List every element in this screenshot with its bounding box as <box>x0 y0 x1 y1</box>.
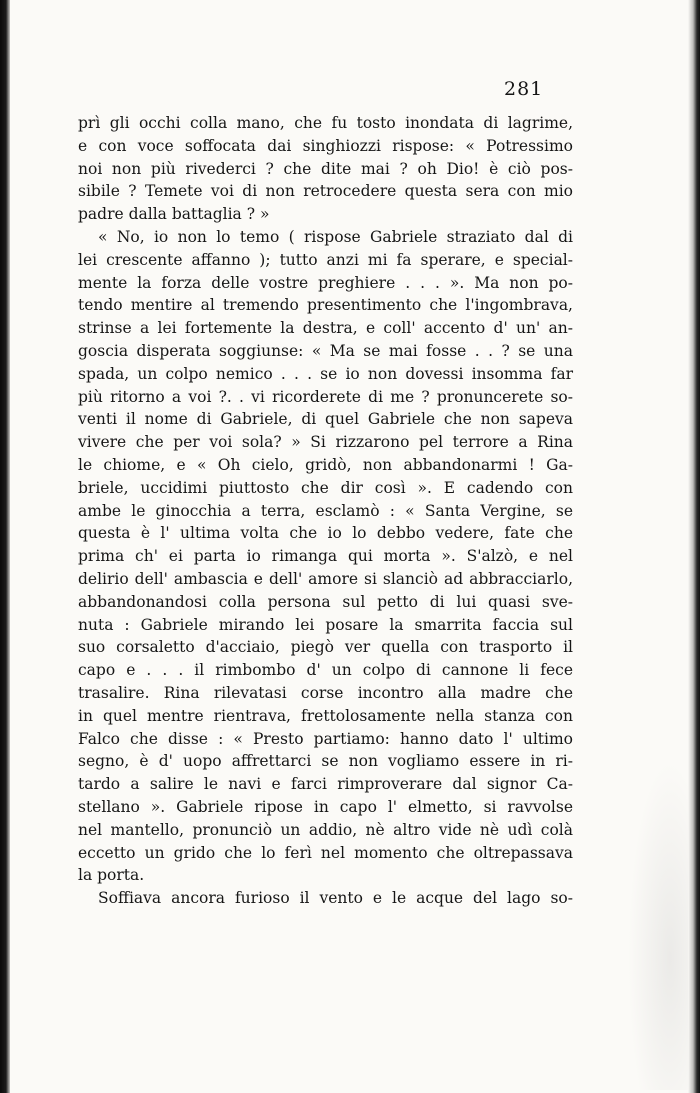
text-line: tardo a salire le navi e farci rimproverare dal signor Ca- <box>78 775 573 794</box>
text-line: capo e . . . il rimbombo d' un colpo di cannone li fece <box>78 661 573 680</box>
text-line: padre dalla battaglia ? » <box>78 205 270 224</box>
text-line: abbandonandosi colla persona sul petto di lui quasi sve- <box>78 592 573 611</box>
text-line: strinse a lei fortemente la destra, e coll' accento d' un' an- <box>78 319 573 338</box>
text-line: tendo mentire al tremendo presentimento che l'ingombrava, <box>78 296 573 315</box>
text-line: delirio dell' ambascia e dell' amore si slanciò ad abbracciarlo, <box>78 569 573 588</box>
text-line: nuta : Gabriele mirando lei posare la smarrita faccia sul <box>78 615 573 634</box>
text-line: Falco che disse : « Presto partiamo: hanno dato l' ultimo <box>78 729 573 748</box>
text-line: briele, uccidimi piuttosto che dir così ». E cadendo con <box>78 478 573 497</box>
text-line: stellano ». Gabriele ripose in capo l' elmetto, si ravvolse <box>78 797 573 816</box>
text-line: lei crescente affanno ); tutto anzi mi fa sperare, e special- <box>78 250 573 269</box>
paper-stain <box>628 760 688 1090</box>
text-line: spada, un colpo nemico . . . se io non dovessi insomma far <box>78 364 573 383</box>
text-line: le chiome, e « Oh cielo, gridò, non abbandonarmi ! Ga- <box>78 455 573 474</box>
text-line: noi non più rivederci ? che dite mai ? oh Dio! è ciò pos- <box>78 159 573 178</box>
text-line: e con voce soffocata dai singhiozzi rispose: « Potressimo <box>78 136 573 155</box>
text-line: la porta. <box>78 866 145 885</box>
text-line: goscia disperata soggiunse: « Ma se mai fosse . . ? se una <box>78 341 573 360</box>
text-line: nel mantello, pronunciò un addio, nè altro vide nè udì colà <box>78 820 573 839</box>
text-line: suo corsaletto d'acciaio, piegò ver quella con trasporto il <box>78 638 573 657</box>
text-line: Soffiava ancora furioso il vento e le acque del lago so- <box>98 889 573 908</box>
body-text <box>78 112 573 910</box>
text-line: mente la forza delle vostre preghiere . . . ». Ma non po- <box>78 273 573 292</box>
text-line: eccetto un grido che lo ferì nel momento che oltrepassava <box>78 843 573 862</box>
page-right-edge-shadow <box>688 0 700 1093</box>
text-line: ambe le ginocchia a terra, esclamò : « Santa Vergine, se <box>78 501 573 520</box>
page-left-edge-shadow <box>0 0 10 1093</box>
page-number: 281 <box>504 78 544 100</box>
text-line: prima ch' ei parta io rimanga qui morta ». S'alzò, e nel <box>78 547 573 566</box>
text-line: prì gli occhi colla mano, che fu tosto inondata di lagrime, <box>78 114 573 132</box>
text-line: venti il nome di Gabriele, di quel Gabriele che non sapeva <box>78 410 573 429</box>
text-line: sibile ? Temete voi di non retrocedere questa sera con mio <box>78 182 573 201</box>
text-line: « No, io non lo temo ( rispose Gabriele straziato dal di <box>98 227 573 246</box>
text-line: in quel mentre rientrava, frettolosamente nella stanza con <box>78 706 573 725</box>
text-line: più ritorno a voi ?. . vi ricorderete di me ? pronuncerete so- <box>78 387 573 406</box>
text-line: segno, è d' uopo affrettarci se non vogliamo essere in ri- <box>78 752 573 771</box>
text-line: vivere che per voi sola? » Si rizzarono pel terrore a Rina <box>78 433 573 452</box>
text-line: trasalire. Rina rilevatasi corse incontro alla madre che <box>78 683 573 702</box>
text-line: questa è l' ultima volta che io lo debbo vedere, fate che <box>78 524 573 543</box>
